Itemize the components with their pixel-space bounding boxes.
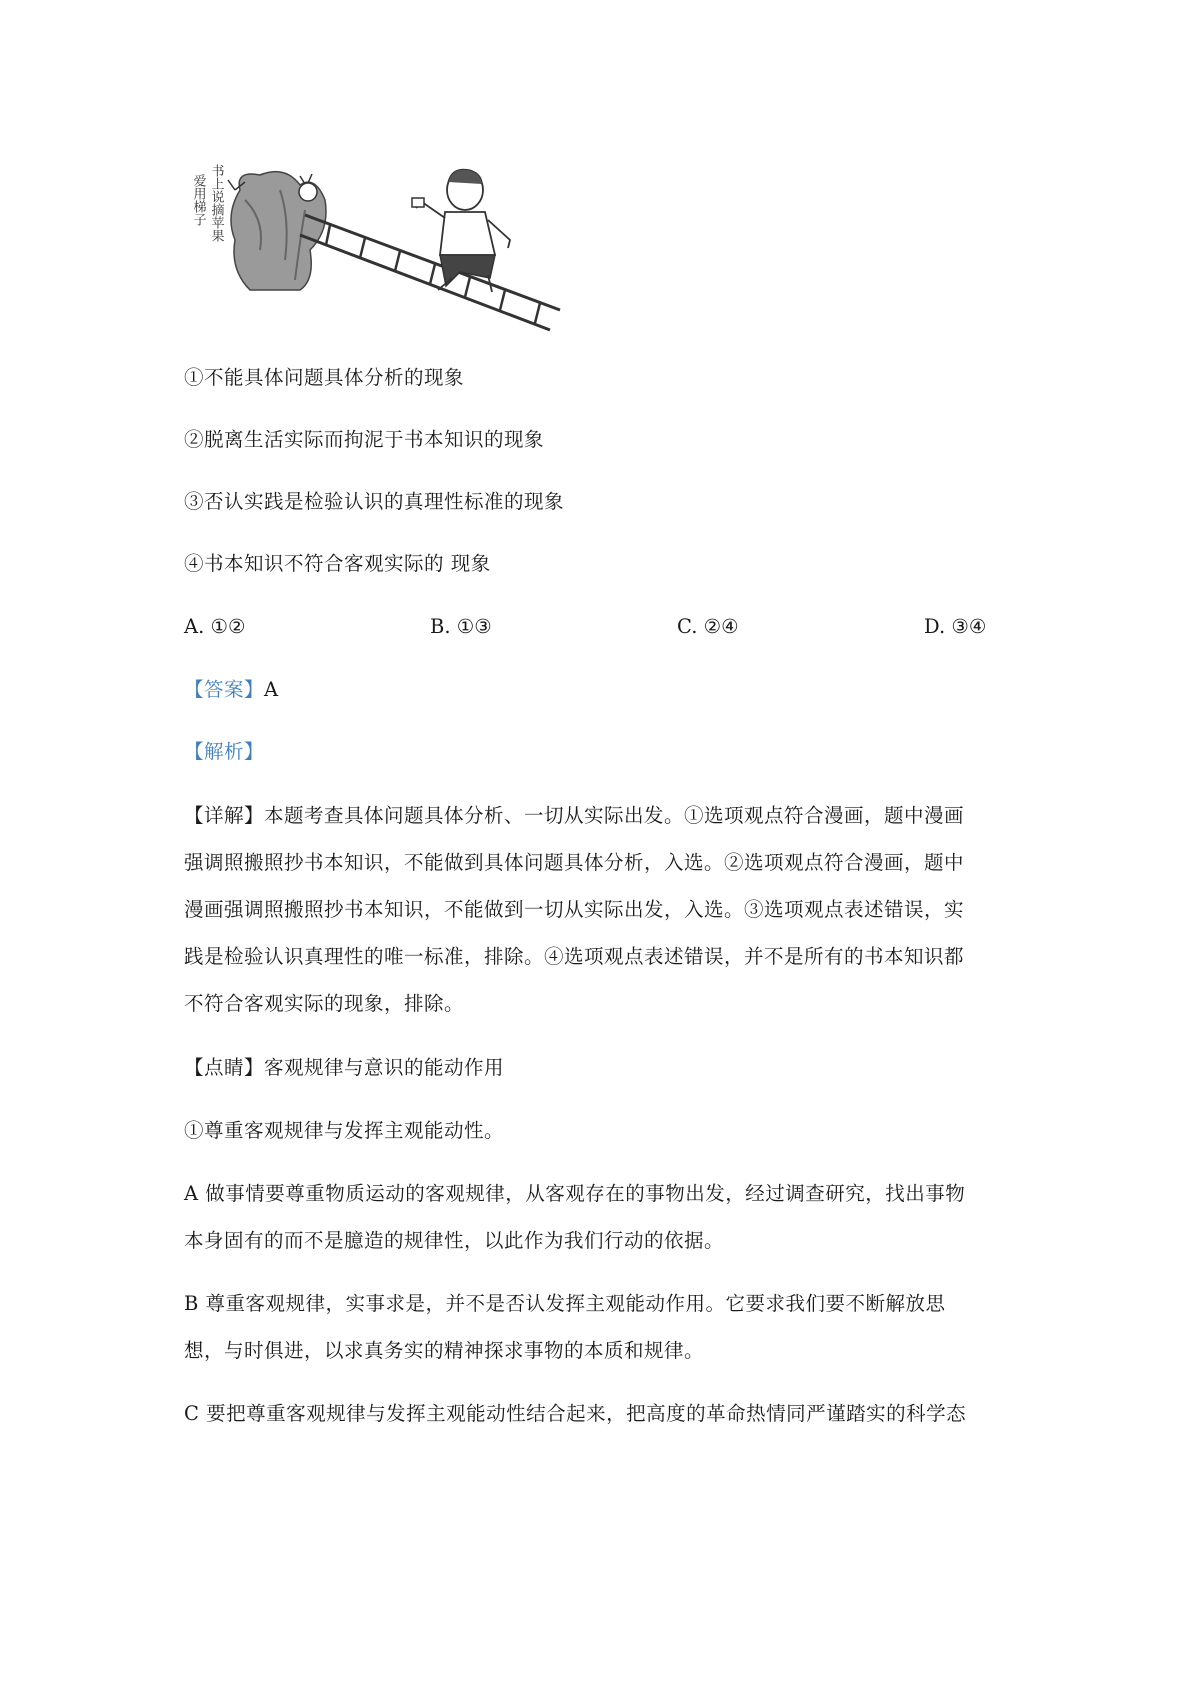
statement-1: ①不能具体问题具体分析的现象 — [184, 366, 465, 389]
option-d: D. ③④ — [924, 615, 987, 638]
point-1: ①尊重客观规律与发挥主观能动性。 — [184, 1119, 505, 1142]
para-b-line-2: 想，与时俱进，以求真务实的精神探求事物的本质和规律。 — [184, 1339, 705, 1362]
analysis-label: 【解析】 — [184, 740, 265, 763]
detail-line-2: 强调照搬照抄书本知识，不能做到具体问题具体分析，入选。②选项观点符合漫画，题中 — [184, 851, 965, 874]
caption-left: 爱用梯子 — [190, 174, 206, 226]
ladder-icon — [300, 215, 560, 330]
statement-3: ③否认实践是检验认识的真理性标准的现象 — [184, 490, 565, 513]
detail-line-3: 漫画强调照搬照抄书本知识，不能做到一切从实际出发，入选。③选项观点表述错误，实 — [184, 898, 965, 921]
cartoon-captions — [191, 163, 225, 242]
answer-line — [184, 678, 279, 702]
detail-line-4: 践是检验认识真理性的唯一标准，排除。④选项观点表述错误，并不是所有的书本知识都 — [184, 945, 965, 968]
tree-icon — [228, 172, 326, 290]
para-a-line-1: A 做事情要尊重物质运动的客观规律，从客观存在的事物出发，经过调查研究，找出事物 — [184, 1182, 966, 1205]
option-c: C. ②④ — [677, 615, 739, 638]
detail-line-1: 【详解】本题考查具体问题具体分析、一切从实际出发。①选项观点符合漫画，题中漫画 — [184, 804, 965, 827]
statement-2: ②脱离生活实际而拘泥于书本知识的现象 — [184, 428, 545, 451]
answer-label: 【答案】 — [184, 678, 265, 701]
option-b: B. ①③ — [430, 615, 492, 638]
cartoon-illustration — [190, 160, 610, 360]
caption-right: 书上说摘苹果 — [208, 164, 224, 242]
para-c-line-1: C 要把尊重客观规律与发挥主观能动性结合起来，把高度的革命热情同严谨踏实的科学态 — [184, 1402, 967, 1425]
para-a-line-2: 本身固有的而不是臆造的规律性，以此作为我们行动的依据。 — [184, 1229, 725, 1252]
answer-value: A — [264, 678, 279, 701]
detail-line-5: 不符合客观实际的现象，排除。 — [184, 992, 465, 1015]
dianjing-line: 【点睛】客观规律与意识的能动作用 — [184, 1056, 505, 1079]
option-a: A. ①② — [184, 615, 246, 638]
statement-4: ④书本知识不符合客观实际的 现象 — [184, 552, 491, 575]
para-b-line-1: B 尊重客观规律，实事求是，并不是否认发挥主观能动作用。它要求我们要不断解放思 — [184, 1292, 946, 1315]
